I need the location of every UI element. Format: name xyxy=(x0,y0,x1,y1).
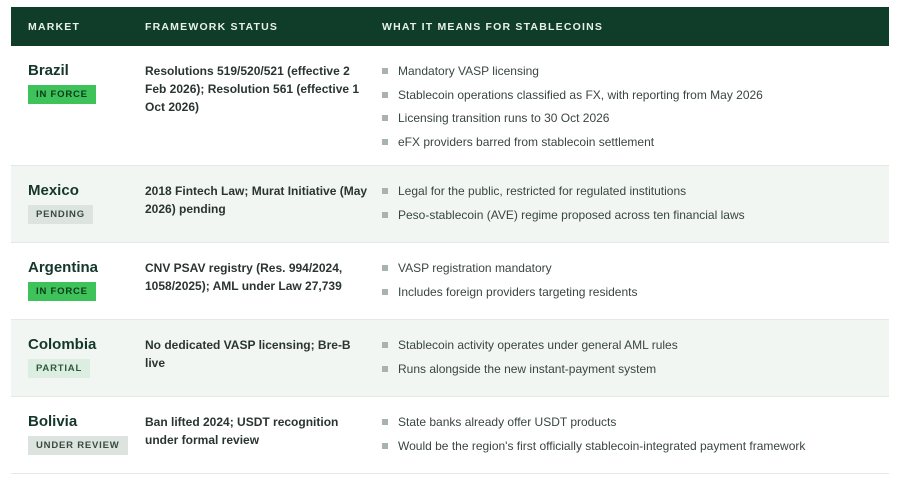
bullet-square-icon xyxy=(382,366,388,372)
list-item: Stablecoin activity operates under general AML rules xyxy=(382,336,889,354)
bullet-square-icon xyxy=(382,139,388,145)
header-market: MARKET xyxy=(28,21,81,33)
framework-status: 2018 Fintech Law; Murat Initiative (May 2026) pending xyxy=(145,184,368,216)
status-badge: IN FORCE xyxy=(28,85,96,104)
bullet-square-icon xyxy=(382,443,388,449)
implications-list xyxy=(382,336,889,378)
bullet-square-icon xyxy=(382,342,388,348)
table-row xyxy=(11,243,889,320)
bullet-square-icon xyxy=(382,68,388,74)
market-name: Bolivia xyxy=(28,413,78,430)
framework-status: Resolutions 519/520/521 (effective 2 Feb 2026); Resolution 561 (effective 1 Oct 2026) xyxy=(145,64,360,114)
bullet-square-icon xyxy=(382,265,388,271)
list-item: eFX providers barred from stablecoin settlement xyxy=(382,133,889,151)
market-name: Brazil xyxy=(28,62,69,79)
framework-status: Ban lifted 2024; USDT recognition under formal review xyxy=(145,415,339,447)
bullet-square-icon xyxy=(382,115,388,121)
bullet-square-icon xyxy=(382,212,388,218)
regulation-table xyxy=(11,7,889,474)
list-item: VASP registration mandatory xyxy=(382,259,889,277)
status-badge: PENDING xyxy=(28,205,93,224)
bullet-square-icon xyxy=(382,289,388,295)
list-item: Runs alongside the new instant-payment system xyxy=(382,360,889,378)
market-name: Argentina xyxy=(28,259,99,276)
list-item: State banks already offer USDT products xyxy=(382,413,889,431)
implications-list xyxy=(382,259,889,301)
market-name: Mexico xyxy=(28,182,79,199)
implications-list xyxy=(382,182,889,224)
bullet-square-icon xyxy=(382,419,388,425)
list-item: Would be the region's first officially stablecoin-integrated payment framework xyxy=(382,437,889,455)
table-row xyxy=(11,166,889,243)
table-row xyxy=(11,397,889,474)
framework-status: No dedicated VASP licensing; Bre-B live xyxy=(145,338,351,370)
market-name: Colombia xyxy=(28,336,97,353)
list-item: Licensing transition runs to 30 Oct 2026 xyxy=(382,109,889,127)
status-badge: PARTIAL xyxy=(28,359,90,378)
list-item: Mandatory VASP licensing xyxy=(382,62,889,80)
list-item: Legal for the public, restricted for regulated institutions xyxy=(382,182,889,200)
table-row xyxy=(11,46,889,166)
implications-list xyxy=(382,62,889,151)
table-row xyxy=(11,320,889,397)
implications-list xyxy=(382,413,889,455)
list-item: Peso-stablecoin (AVE) regime proposed across ten financial laws xyxy=(382,206,889,224)
framework-status: CNV PSAV registry (Res. 994/2024, 1058/2025); AML under Law 27,739 xyxy=(145,261,343,293)
bullet-square-icon xyxy=(382,92,388,98)
status-badge: UNDER REVIEW xyxy=(28,436,128,455)
header-framework-status: FRAMEWORK STATUS xyxy=(145,21,279,33)
bullet-square-icon xyxy=(382,188,388,194)
header-meaning: WHAT IT MEANS FOR STABLECOINS xyxy=(382,21,604,33)
list-item: Includes foreign providers targeting residents xyxy=(382,283,889,301)
table-header xyxy=(11,7,889,46)
status-badge: IN FORCE xyxy=(28,282,96,301)
list-item: Stablecoin operations classified as FX, with reporting from May 2026 xyxy=(382,86,889,104)
